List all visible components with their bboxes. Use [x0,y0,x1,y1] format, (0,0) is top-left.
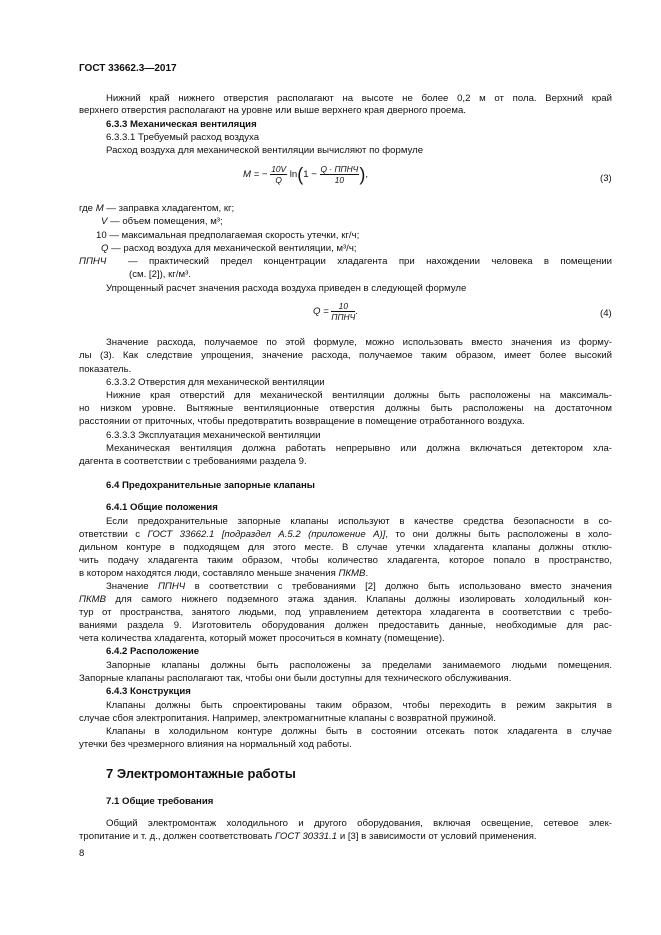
section-6-3-3-title: 6.3.3 Механическая вентиляция [106,119,257,130]
where-10: 10 — максимальная предполагаемая скорость утечки, кг/ч; [96,230,360,241]
s643-p2-line-1: Клапаны в холодильном контуре должны быть в состоянии отсекать поток хладагента в случае [106,726,612,737]
formula-3-frac-2: $\frac{\text{Q · ППНЧ}}{10}$ [320,164,359,185]
s6332-line-1: Нижние края отверстий для механической вентиляции должны быть расположены на максималь- [106,390,612,401]
simplified-note-3: показатель. [79,364,132,375]
simplified-intro: Упрощенный расчет значения расхода воздуха приведен в следующей формуле [106,283,467,294]
formula-3: M = − $\frac{10V}{Q}$ ln(1 − $\frac{\text{Q · ППНЧ}}{10}$ ), [243,164,368,185]
s641-p2-line-4: ваниями раздела 9. Изготовитель оборудования должен предоставить данные, необходимые для рас- [79,620,612,631]
s641-p2-line-1: Значение ППНЧ в соответствии с требованиями [2] должно быть использовано вместо значения [106,581,612,592]
s6332-line-3: расстоянии от приточных, чтобы предотвратить возвращение в помещение отработанного воздуха. [79,416,525,427]
page-number: 8 [79,848,85,859]
s641-p1-line-1: Если предохранительные запорные клапаны используют в качестве средства безопасности в со- [106,516,612,527]
s641-p1-line-4: чить подачу хладагента таким образом, чтобы количество хладагента, которое попало в пространство, [79,555,612,566]
section-7-title: 7 Электромонтажные работы [106,766,296,781]
doc-header: ГОСТ 33662.3—2017 [79,63,177,74]
s642-line-1: Запорные клапаны должны быть расположены за пределами занимаемого людьми помещения. [106,660,612,671]
s643-p1-line-2: случае сбоя электропитания. Например, электромагнитные клапаны с возвратной пружиной. [79,713,496,724]
s641-p1-line-3: дильном контуре в подходящем для этого месте. В случае утечки хладагента клапаны должны отклю- [79,542,612,553]
s71-line-2: тропитание и т. д., должен соответствовать ГОСТ 30331.1 и [3] в зависимости от условий применения. [79,831,537,842]
section-6-4-title: 6.4 Предохранительные запорные клапаны [106,480,315,491]
intro-line-1: Нижний край нижнего отверстия располагают на высоте не более 0,2 м от пола. Верхний край [106,93,612,104]
formula-3-lhs: M = − [243,169,268,181]
s6333-line-1: Механическая вентиляция должна работать непрерывно или должна включаться детектором хла- [106,443,612,454]
simplified-note-1: Значение расхода, получаемое по этой формуле, можно использовать вместо значения из форму- [106,337,612,348]
intro-line-2: верхнего отверстия располагают на уровне или выше верхнего края дверного проема. [79,105,466,116]
section-6-4-3-title: 6.4.3 Конструкция [106,686,191,697]
s6333-line-2: дагента в соответствии с требованиями раздела 9. [79,456,307,467]
where-v: V — объем помещения, м³; [101,216,223,227]
s71-line-1: Общий электромонтаж холодильного и другого оборудования, включая освещение, сетевое элек- [106,818,612,829]
where-ppnch-line-2: (см. [2]), кг/м³. [129,269,191,280]
formula-3-number: (3) [600,173,612,184]
section-6-4-1-title: 6.4.1 Общие положения [106,502,218,513]
s643-p2-line-2: утечки без чрезмерного влияния на нормальный ход работы. [79,739,352,750]
section-6-4-2-title: 6.4.2 Расположение [106,646,200,657]
where-m: где M — заправка хладагентом, кг; [79,203,235,214]
s643-p1-line-1: Клапаны должны быть спроектированы таким образом, чтобы переходить в режим закрытия в [106,700,612,711]
formula-intro: Расход воздуха для механической вентиляции вычисляют по формуле [106,145,424,156]
section-6-3-3-1-title: 6.3.3.1 Требуемый расход воздуха [106,132,260,143]
s641-p2-line-3: тур от пространства, занятого людьми, под управлением детектора хладагента в соответствии с требо- [79,607,612,618]
s642-line-2: Запорные клапаны располагают так, чтобы они были доступны для технического обслуживания. [79,673,512,684]
formula-4-number: (4) [600,308,612,319]
formula-4: Q = $\frac{10}{\text{ППНЧ}}$ . [313,301,358,322]
section-6-3-3-2-title: 6.3.3.2 Отверстия для механической вентиляции [106,377,325,388]
section-7-1-title: 7.1 Общие требования [106,796,214,807]
s6332-line-2: но низком уровне. Вытяжные вентиляционные отверстия должны быть расположены на достаточном [79,403,612,414]
s641-p2-line-5: чета количества хладагента, который может просочиться в комнату (помещение). [79,633,445,644]
where-ppnch-line-1: ППНЧ — практический предел концентрации хладагента при нахождении человека в помещении [79,256,612,267]
s641-p1-line-2: ответствии с ГОСТ 33662.1 [подраздел А.5.2 (приложение А)], то они должны быть расположены в холо- [79,529,612,540]
s641-p2-line-2: ПКМВ для самого нижнего подземного этажа здания. Клапаны должны изолировать холодильный кон- [79,594,612,605]
where-q: Q — расход воздуха для механической вентиляции, м³/ч; [101,243,357,254]
formula-3-frac-1: $\frac{10V}{Q}$ [271,164,287,185]
s641-p1-line-5: в котором находятся люди, составляло меньше значения ПКМВ. [79,568,369,579]
section-6-3-3-3-title: 6.3.3.3 Эксплуатация механической вентиляции [106,430,321,441]
simplified-note-2: лы (3). Как следствие упрощения, значение расхода, получаемое таким образом, имеет более высокий [79,350,612,361]
